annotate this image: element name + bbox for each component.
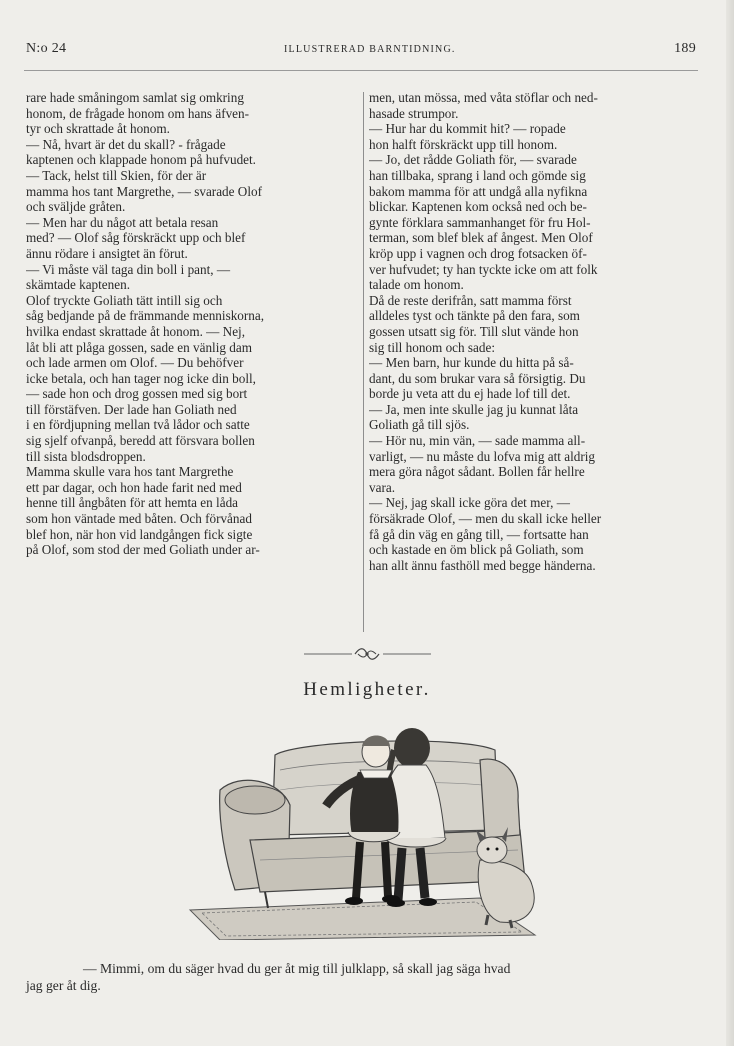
section-ornament-icon <box>300 645 435 663</box>
right-column-line: — Nej, jag skall icke göra det mer, — <box>369 495 570 511</box>
right-column-line: — Hur har du kommit hit? — ropade <box>369 121 566 137</box>
left-column-line: skämtade kaptenen. <box>26 277 130 293</box>
scan-edge <box>726 0 734 1046</box>
page-number: 189 <box>674 41 696 56</box>
caption-line: — Mimmi, om du säger hvad du ger åt mig till julklapp, så skall jag säga hvad <box>83 961 511 976</box>
illustration-caption <box>26 960 698 994</box>
left-column-line: och sväljde gråten. <box>26 199 126 215</box>
right-column-line: försäkrade Olof, — men du skall icke heller <box>369 511 602 527</box>
left-column-line: honom, de frågade honom om hans äfven- <box>26 105 250 121</box>
left-column-line: till sista blodsdroppen. <box>26 448 146 464</box>
left-column-line: rare hade småningom samlat sig omkring <box>26 90 244 105</box>
issue-number: N:o 24 <box>26 41 67 56</box>
right-column-line: — Ja, men inte skulle jag ju kunnat låta <box>369 401 579 417</box>
left-column-line: låt bli att plåga gossen, sade en vänlig dam <box>26 339 252 355</box>
left-column-line: kaptenen och klappade honom på hufvudet. <box>26 152 256 168</box>
left-text-column <box>26 90 358 558</box>
column-divider <box>363 92 364 632</box>
right-column-line: gynte förklara sammanhanget för fru Hol- <box>369 214 591 230</box>
left-column-line: ännu rödare i ansigtet än förut. <box>26 245 188 261</box>
caption-line: jag ger åt dig. <box>26 978 101 993</box>
right-column-line: hasade strumpor. <box>369 105 459 121</box>
left-column-line: i en fördjupning mellan två lådor och satte <box>26 417 250 433</box>
publication-title: ILLUSTRERAD BARNTIDNING. <box>284 44 456 55</box>
left-column-line: såg bedjande på de främmande menniskorna, <box>26 308 265 324</box>
right-column-line: — Hör nu, min vän, — sade mamma all- <box>369 433 586 449</box>
left-column-line: — sade hon och drog gossen med sig bort <box>26 386 248 402</box>
right-column-line: bakom mamma för att undgå alla nyfikna <box>369 183 588 199</box>
right-column-line: — Jo, det rådde Goliath för, — svarade <box>369 152 577 168</box>
right-column-line: dant, du som brukar vara så försigtig. Du <box>369 370 586 386</box>
right-column-line: få gå din väg en gång till, — fortsatte han <box>369 526 589 542</box>
right-column-line: terman, som blef blek af ångest. Men Olof <box>369 230 593 246</box>
header-rule <box>24 70 698 71</box>
right-column-line: borde ju veta att du ej hade lof till det. <box>369 386 571 402</box>
right-column-line: hon halft förskräckt upp till honom. <box>369 136 558 152</box>
left-column-line: Mamma skulle vara hos tant Margrethe <box>26 464 234 480</box>
left-column-line: blef hon, när hon vid landgången fick sigte <box>26 526 253 542</box>
right-column-line: gossen utsatt sig för. Till slut vände hon <box>369 323 579 339</box>
right-column-line: blickar. Kaptenen kom också ned och be- <box>369 199 587 215</box>
right-column-line: mera göra något sådant. Bollen får hellre <box>369 464 585 480</box>
left-column-line: henne till ångbåten för att hemta en låda <box>26 495 239 511</box>
story-title: Hemligheter. <box>303 679 431 700</box>
left-column-line: och lade armen om Olof. — Du behöfver <box>26 355 244 371</box>
left-column-line: på Olof, som stod der med Goliath under ar- <box>26 542 260 558</box>
right-column-line: talade om honom. <box>369 277 464 293</box>
right-column-line: sig till honom och sade: <box>369 339 496 355</box>
right-column-line: men, utan mössa, med våta stöflar och ned- <box>369 90 598 105</box>
right-column-line: varligt, — nu måste du lofva mig att aldrig <box>369 448 595 464</box>
left-column-line: icke betala, och han tager nog icke din boll, <box>26 370 256 386</box>
right-column-line: han allt ännu fasthöll med begge händerna. <box>369 557 596 573</box>
right-column-line: han tillbaka, sprang i land och gömde sig <box>369 167 586 183</box>
left-column-line: — Vi måste väl taga din boll i pant, — <box>26 261 231 277</box>
left-column-line: till förstäfven. Der lade han Goliath ned <box>26 401 237 417</box>
left-column-line: som hon väntade med båten. Och förvånad <box>26 511 252 527</box>
left-column-line: sig sjelf ofvanpå, beredd att försvara bollen <box>26 433 255 449</box>
right-column-line: alldeles tyst och tänkte på den fara, som <box>369 308 580 324</box>
right-column-line: och kastade en öm blick på Goliath, som <box>369 542 584 558</box>
right-column-line: ver hufvudet; ty han tyckte icke om att folk <box>369 261 598 277</box>
left-column-line: tyr och skrattade åt honom. <box>26 121 170 137</box>
right-column-line: — Men barn, hur kunde du hitta på så- <box>369 355 574 371</box>
right-text-column <box>369 90 699 573</box>
left-column-line: — Tack, helst till Skien, för der är <box>26 167 207 183</box>
left-column-line: med? — Olof såg förskräckt upp och blef <box>26 230 246 246</box>
page-header <box>24 38 698 62</box>
right-column-line: Då de reste derifrån, satt mamma först <box>369 292 572 308</box>
right-column-line: vara. <box>369 479 395 495</box>
left-column-line: ett par dagar, och hon hade farit ned med <box>26 479 242 495</box>
right-column-line: kröp upp i vagnen och drog fotsacken öf- <box>369 245 587 261</box>
left-column-line: hvilka endast skrattade åt honom. — Nej, <box>26 323 246 339</box>
left-column-line: Olof tryckte Goliath tätt intill sig och <box>26 292 223 308</box>
left-column-line: — Men har du något att betala resan <box>26 214 219 230</box>
children-on-sofa-illustration <box>180 710 560 940</box>
left-column-line: mamma hos tant Margrethe, — svarade Olof <box>26 183 262 199</box>
left-column-line: — Nå, hvart är det du skall? - frågade <box>26 136 226 152</box>
right-column-line: Goliath gå till sjös. <box>369 417 470 433</box>
